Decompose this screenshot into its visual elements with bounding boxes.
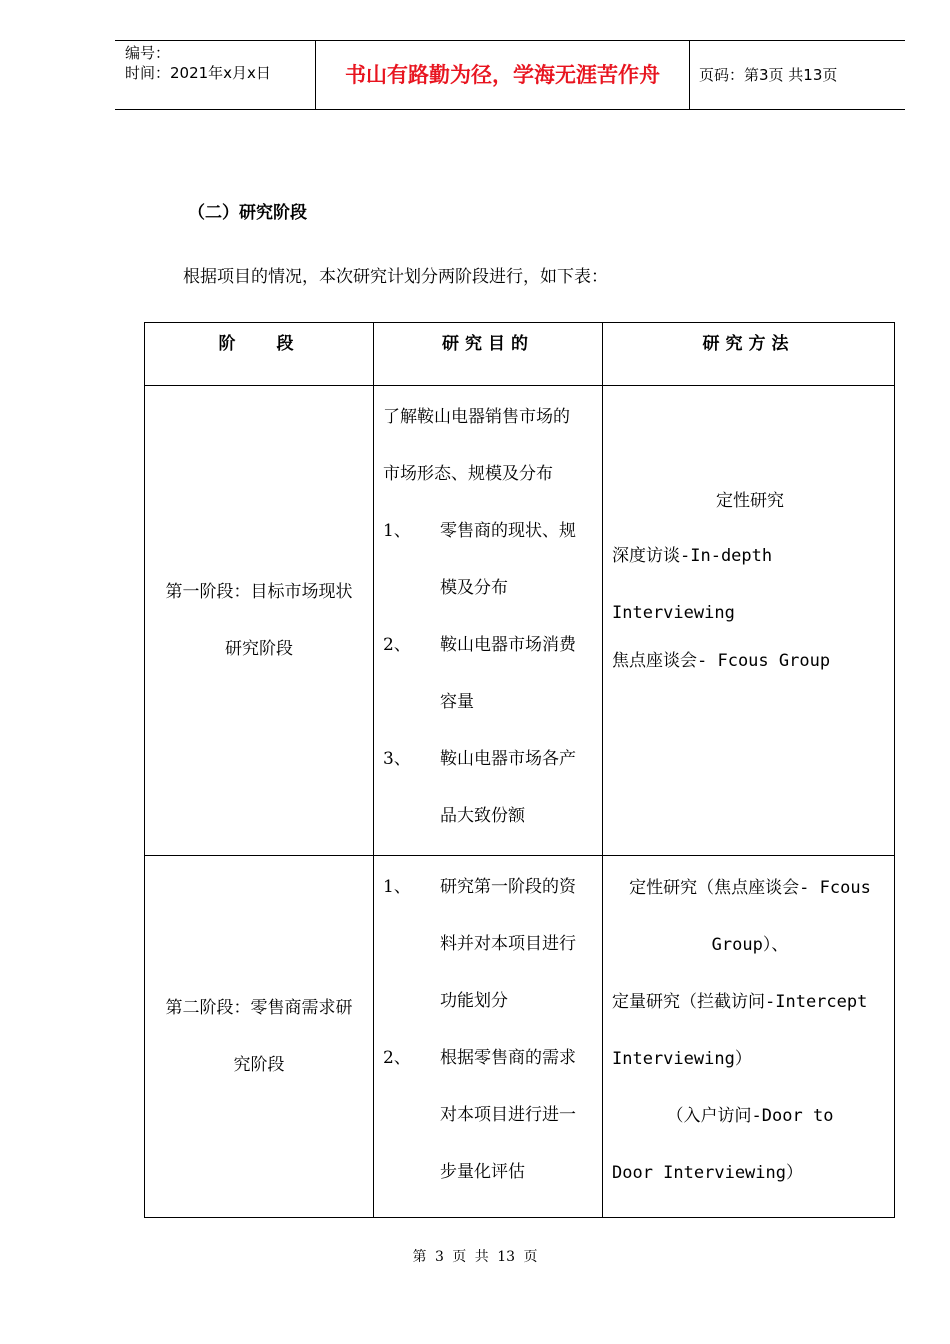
- method-line: 定性研究（焦点座谈会- Fcous: [629, 878, 871, 898]
- header-motto: 书山有路勤为径，学海无涯苦作舟: [345, 63, 660, 87]
- goal-intro-line: 了解鞍山电器销售市场的: [383, 407, 570, 427]
- stage-name-line: 第二阶段：零售商需求研: [165, 997, 353, 1018]
- goal-item: [383, 503, 595, 617]
- goal-item-text: 对本项目进行进一: [440, 1105, 576, 1125]
- goal-item-text: 步量化评估: [440, 1162, 525, 1182]
- goal-item-text: 料并对本项目进行: [440, 934, 576, 954]
- method-line: Interviewing: [612, 603, 735, 623]
- column-header-goal: 研究目的: [374, 323, 603, 386]
- method-line: 定量研究（拦截访问-Intercept: [612, 992, 868, 1012]
- intro-paragraph: 根据项目的情况，本次研究计划分两阶段进行，如下表：: [183, 267, 608, 287]
- goal-item-number: 1、: [383, 877, 411, 897]
- goal-item-text: 零售商的现状、规: [440, 521, 576, 541]
- method-cell: [603, 856, 895, 1218]
- method-line: 深度访谈-In-depth: [612, 546, 773, 566]
- goal-item: [383, 617, 595, 731]
- goal-item-text: 容量: [440, 692, 474, 712]
- stage-cell: [145, 856, 374, 1218]
- goal-item-text: 模及分布: [440, 578, 508, 598]
- goal-item-number: 1、: [383, 521, 411, 541]
- method-line: Door Interviewing）: [612, 1163, 803, 1183]
- method-line: Group）、: [711, 935, 789, 955]
- goal-item-text: 品大致份额: [440, 806, 525, 826]
- goal-intro-line: 市场形态、规模及分布: [383, 464, 553, 484]
- research-stage-table: [144, 322, 895, 1218]
- goal-item-number: 2、: [383, 1048, 411, 1068]
- section-title: （二）研究阶段: [188, 203, 307, 223]
- header-page-number: 页码：第3页 共13页: [699, 66, 838, 84]
- goal-cell: [374, 856, 603, 1218]
- method-line: 定性研究: [716, 491, 784, 511]
- goal-item-text: 鞍山电器市场各产: [440, 749, 576, 769]
- goal-item-number: 3、: [383, 749, 411, 769]
- method-line: Interviewing）: [612, 1049, 752, 1069]
- header-number: 编号：: [125, 44, 171, 62]
- goal-cell: [374, 386, 603, 856]
- page-header: [115, 40, 905, 110]
- goal-item: [383, 859, 595, 1030]
- method-line: （入户访问-Door to: [666, 1106, 834, 1126]
- goal-item-number: 2、: [383, 635, 411, 655]
- goal-item-text: 功能划分: [440, 991, 508, 1011]
- stage-name-line: 研究阶段: [225, 638, 293, 659]
- column-header-stage: 阶 段: [145, 323, 374, 386]
- goal-item-text: 根据零售商的需求: [440, 1048, 576, 1068]
- header-time: 时间：2021年x月x日: [125, 64, 271, 82]
- header-divider: [689, 41, 690, 109]
- stage-cell: [145, 386, 374, 856]
- header-meta: [125, 43, 271, 83]
- goal-item: [383, 1030, 595, 1201]
- stage-name-line: 究阶段: [233, 1054, 285, 1075]
- goal-item-text: 研究第一阶段的资: [440, 877, 576, 897]
- column-header-method: 研究方法: [603, 323, 895, 386]
- goal-item-text: 鞍山电器市场消费: [440, 635, 576, 655]
- table-header-row: [145, 323, 895, 386]
- table-row: [145, 386, 895, 856]
- method-line: 焦点座谈会- Fcous Group: [612, 651, 831, 671]
- table-row: [145, 856, 895, 1218]
- goal-item: [383, 731, 595, 845]
- page-footer: 第 3 页 共 13 页: [412, 1249, 538, 1265]
- stage-name-line: 第一阶段：目标市场现状: [165, 581, 353, 602]
- method-cell: [603, 386, 895, 856]
